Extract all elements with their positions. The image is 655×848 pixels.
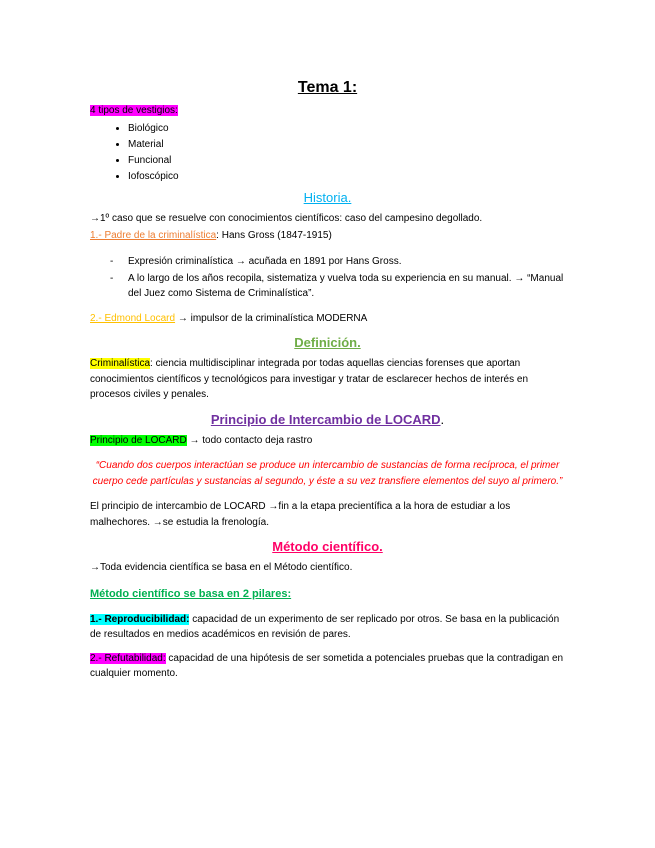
- vestigios-heading: 4 tipos de vestigios:: [90, 105, 178, 116]
- historia-line1: →1º caso que se resuelve con conocimientos científicos: caso del campesino degollado.: [90, 212, 483, 224]
- pilar1-text: capacidad de un experimento de ser replicado por otros. Se basa en la publicación de resultados en medios académicos en revisión de pares.: [90, 613, 560, 640]
- locard-label: 2.- Edmond Locard: [90, 312, 176, 324]
- historia-heading: Historia.: [303, 189, 352, 205]
- principio-heading-text: Principio de Intercambio de LOCARD: [210, 411, 441, 427]
- locard-line: [90, 311, 565, 327]
- pilar2-paragraph: [90, 651, 565, 682]
- document-page: [90, 78, 565, 690]
- metodo-line1: →Toda evidencia científica se basa en el Método científico.: [90, 562, 353, 573]
- page-title: Tema 1:: [297, 79, 358, 96]
- vestigios-section: [90, 104, 565, 185]
- list-item: • Funcional: [128, 153, 565, 169]
- padre-value: : Hans Gross (1847-1915): [216, 230, 332, 241]
- vestigios-list: [90, 121, 565, 185]
- list-item: • Iofoscópico: [128, 169, 565, 185]
- pilar2-text: capacidad de una hipótesis de ser sometida a potenciales pruebas que la contradigan en cualquier momento.: [90, 652, 564, 679]
- metodo-heading: Método científico.: [272, 539, 383, 554]
- padre-line: [90, 228, 565, 244]
- list-item: • Material: [128, 137, 565, 153]
- definicion-heading: Definición.: [294, 335, 361, 350]
- padre-label: 1.- Padre de la criminalística: [90, 230, 217, 241]
- pilar1-paragraph: [90, 612, 565, 643]
- locard-value: → impulsor de la criminalística MODERNA: [175, 312, 368, 324]
- principio-label-text: → todo contacto deja rastro: [186, 434, 313, 446]
- definicion-paragraph: [90, 356, 565, 403]
- pilar2-label: 2.- Refutabilidad:: [90, 652, 166, 664]
- historia-dash-list: [90, 254, 565, 301]
- locard-quote: “Cuando dos cuerpos interactúan se produce un intercambio de sustancias de forma recíproca, el primer cuerpo cede partículas y sustancias al segundo, y éste a su vez transfiere elementos del suyo al primero.”: [92, 460, 563, 487]
- definicion-term: Criminalística: [90, 358, 151, 369]
- pilares-heading: Método científico se basa en 2 pilares:: [90, 587, 292, 600]
- pilar1-label: 1.- Reproducibilidad:: [90, 613, 190, 625]
- principio-line: [90, 433, 565, 449]
- principio-heading-suffix: .: [440, 411, 445, 427]
- principio-paragraph: El principio de intercambio de LOCARD →fin a la etapa precientífica a la hora de estudiar a los malhechores. →se estudia la frenología.: [90, 501, 511, 528]
- list-item: - Expresión criminalística → acuñada en 1891 por Hans Gross.: [128, 254, 565, 269]
- list-item: • Biológico: [128, 121, 565, 137]
- list-item: - A lo largo de los años recopila, sistematiza y vuelva toda su experiencia en su manual. → “Manual del Juez como Sistema de Criminalística”.: [128, 271, 565, 301]
- definicion-text: : ciencia multidisciplinar integrada por todas aquellas ciencias forenses que aportan conocimientos científicos y tecnológicos para investigar y tratar de esclarecer hechos de interés en procesos civiles y penales.: [90, 358, 529, 400]
- principio-label: Principio de LOCARD: [90, 434, 187, 446]
- principio-heading: [90, 411, 565, 429]
